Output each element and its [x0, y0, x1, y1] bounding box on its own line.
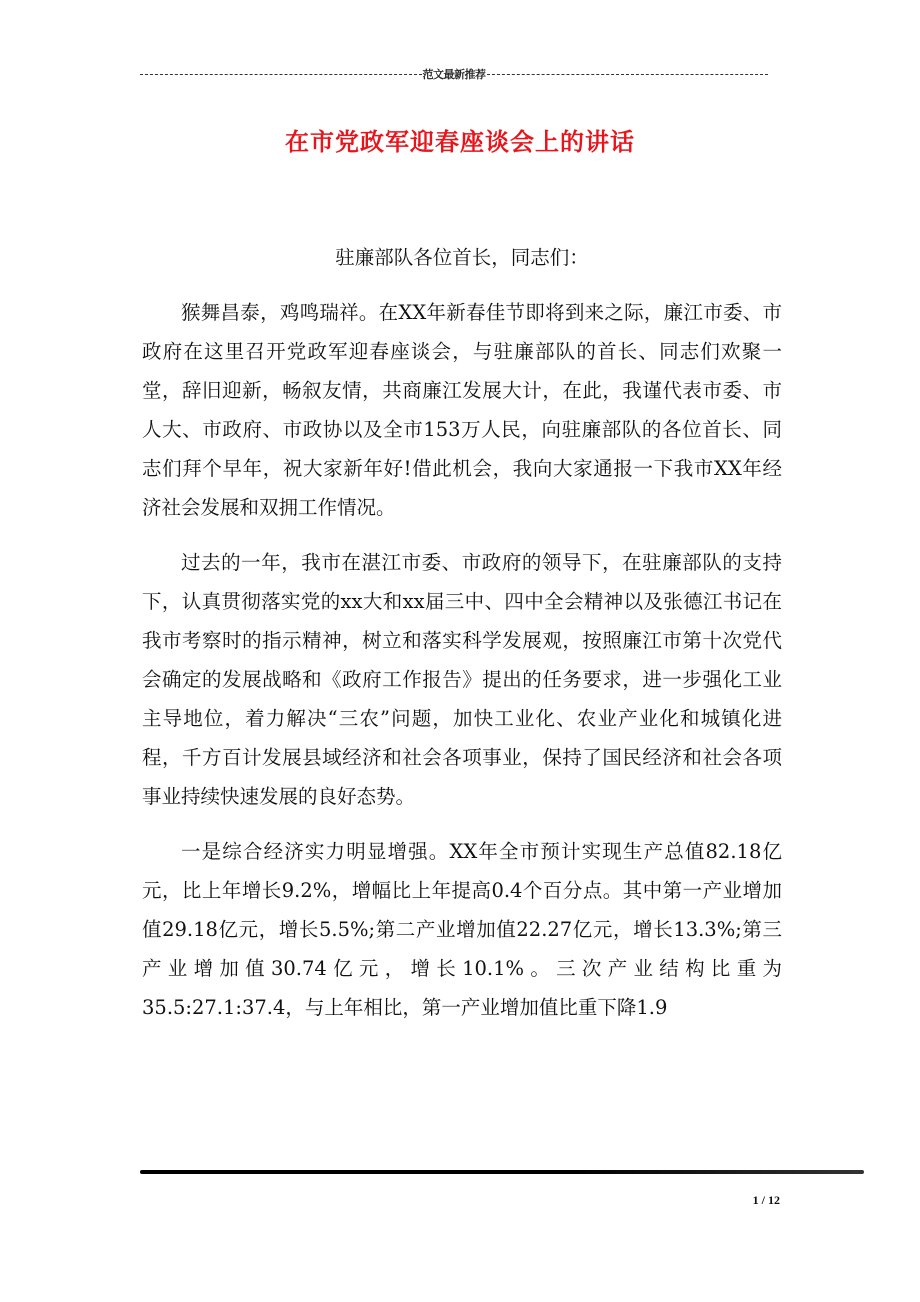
header-dash-right	[487, 74, 769, 75]
paragraph-2: 过去的一年，我市在湛江市委、市政府的领导下，在驻廉部队的支持下，认真贯彻落实党的xx大和xx届三中、四中全会精神以及张德江书记在我市考察时的指示精神，树立和落实科学发展观，按照廉江市第十次党代会确定的发展战略和《政府工作报告》提出的任务要求，进一步强化工业主导地位，着力解决“三农”问题，加快工业化、农业产业化和城镇化进程，千方百计发展县域经济和社会各项事业，保持了国民经济和社会各项事业持续快速发展的良好态势。	[142, 551, 782, 808]
page-header	[140, 66, 768, 82]
header-label: 范文最新推荐	[422, 68, 486, 81]
document-title: 在市党政军迎春座谈会上的讲话	[285, 128, 635, 156]
header-dash-left	[140, 74, 422, 75]
document-body	[142, 238, 782, 1043]
salutation: 驻廉部队各位首长，同志们：	[335, 246, 589, 269]
paragraph-3: 一是综合经济实力明显增强。XX年全市预计实现生产总值82.18亿元，比上年增长9.2%，增幅比上年提高0.4个百分点。其中第一产业增加值29.18亿元，增长5.5%;第二产业增加值22.27亿元，增长13.3%;第三产业增加值30.74亿元，增长10.1%。三次产业结构比重为35.5:27.1:37.4，与上年相比，第一产业增加值比重下降1.9	[142, 840, 782, 1019]
footer-rule	[140, 1170, 864, 1174]
paragraph-1: 猴舞昌泰，鸡鸣瑞祥。在XX年新春佳节即将到来之际，廉江市委、市政府在这里召开党政军迎春座谈会，与驻廉部队的首长、同志们欢聚一堂，辞旧迎新，畅叙友情，共商廉江发展大计，在此，我谨代表市委、市人大、市政府、市政协以及全市153万人民，向驻廉部队的各位首长、同志们拜个早年，祝大家新年好!借此机会，我向大家通报一下我市XX年经济社会发展和双拥工作情况。	[142, 301, 782, 519]
page-number: 1 / 12	[752, 1193, 780, 1207]
